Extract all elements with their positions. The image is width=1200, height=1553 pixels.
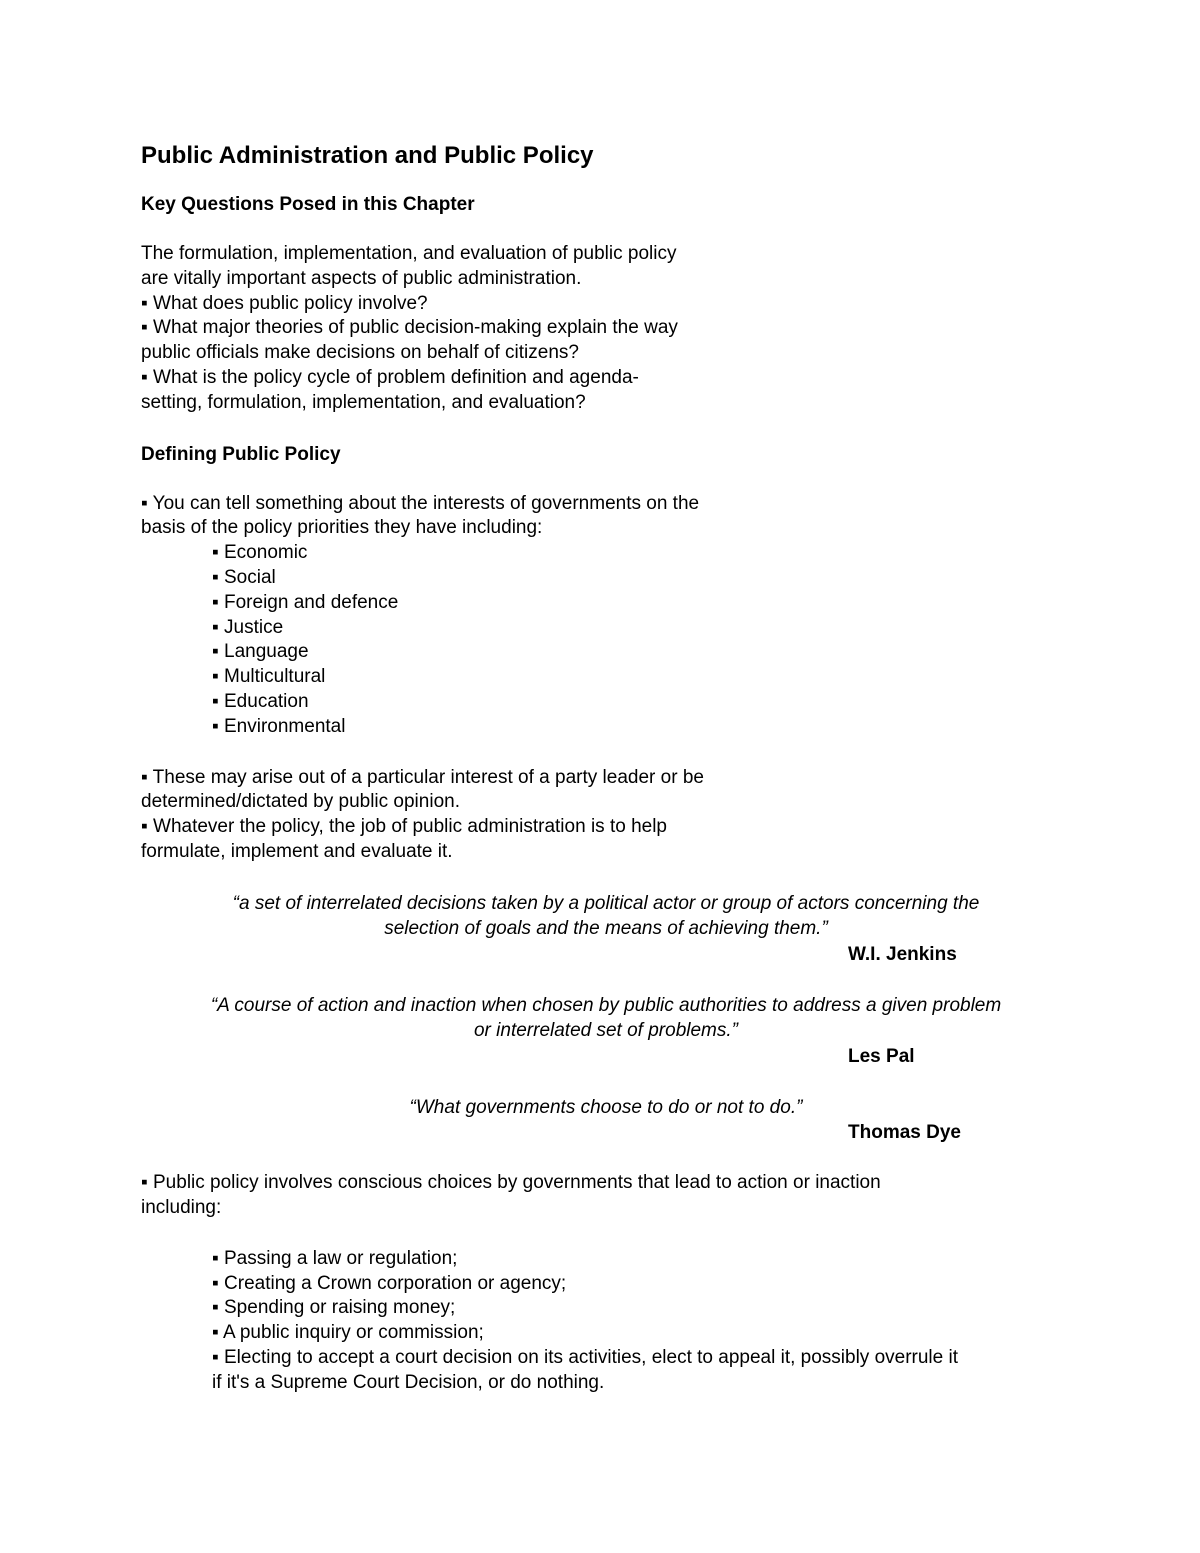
list-item: ▪ Electing to accept a court decision on its activities, elect to appeal it, possibly overrule it [212,1347,959,1369]
intro-line: public officials make decisions on behalf of citizens? [141,342,579,364]
quote-text: “What governments choose to do or not to do.” [409,1096,803,1118]
arise-line: ▪ These may arise out of a particular interest of a party leader or be [141,766,704,788]
defining-line: ▪ You can tell something about the interests of governments on the [141,492,700,514]
intro-paragraph [141,242,1071,416]
choices-paragraph [141,1171,1071,1221]
page-title: Public Administration and Public Policy [141,142,594,169]
list-item: if it's a Supreme Court Decision, or do nothing. [212,1371,605,1393]
intro-line: are vitally important aspects of public administration. [141,267,582,289]
intro-line: ▪ What major theories of public decision-making explain the way [141,317,678,339]
list-item: ▪ Education [212,690,309,712]
list-item: ▪ Multicultural [212,666,326,688]
arise-line: formulate, implement and evaluate it. [141,840,453,862]
arise-paragraph [141,766,1071,865]
arise-line: ▪ Whatever the policy, the job of public administration is to help [141,816,667,838]
choices-line: including: [141,1197,222,1219]
quote-text: or interrelated set of problems.” [473,1020,738,1042]
defining-paragraph [141,492,1071,542]
intro-line: ▪ What does public policy involve? [141,292,428,314]
quote-jenkins [141,891,1071,967]
intro-line: setting, formulation, implementation, and evaluation? [141,391,586,413]
list-item: ▪ Social [212,566,276,588]
document-body [141,140,1071,1396]
quote-pal [141,993,1071,1069]
choices-line: ▪ Public policy involves conscious choices by governments that lead to action or inaction [141,1172,881,1194]
quote-author: Thomas Dye [848,1122,961,1144]
list-item: ▪ Economic [212,542,308,564]
list-item: ▪ A public inquiry or commission; [212,1322,484,1344]
quote-text: “A course of action and inaction when chosen by public authorities to address a given problem [210,994,1002,1016]
arise-line: determined/dictated by public opinion. [141,791,460,813]
policy-priorities-list [141,541,1071,739]
list-item: ▪ Justice [212,616,284,638]
policy-actions-list [141,1247,1071,1396]
defining-line: basis of the policy priorities they have including: [141,517,543,539]
list-item: ▪ Language [212,641,309,663]
intro-line: ▪ What is the policy cycle of problem definition and agenda- [141,366,639,388]
list-item: ▪ Passing a law or regulation; [212,1247,458,1269]
key-questions-heading: Key Questions Posed in this Chapter [141,194,475,215]
list-item: ▪ Creating a Crown corporation or agency; [212,1272,567,1294]
quote-text: “a set of interrelated decisions taken by a political actor or group of actors concerning the [232,892,980,914]
list-item: ▪ Spending or raising money; [212,1297,456,1319]
quote-dye [141,1095,1071,1146]
intro-line: The formulation, implementation, and evaluation of public policy [141,243,677,264]
quote-author: Les Pal [848,1045,915,1067]
quote-author: W.I. Jenkins [848,943,957,965]
list-item: ▪ Foreign and defence [212,591,399,613]
list-item: ▪ Environmental [212,715,346,737]
quote-text: selection of goals and the means of achieving them.” [384,918,828,940]
defining-public-policy-heading: Defining Public Policy [141,443,341,465]
